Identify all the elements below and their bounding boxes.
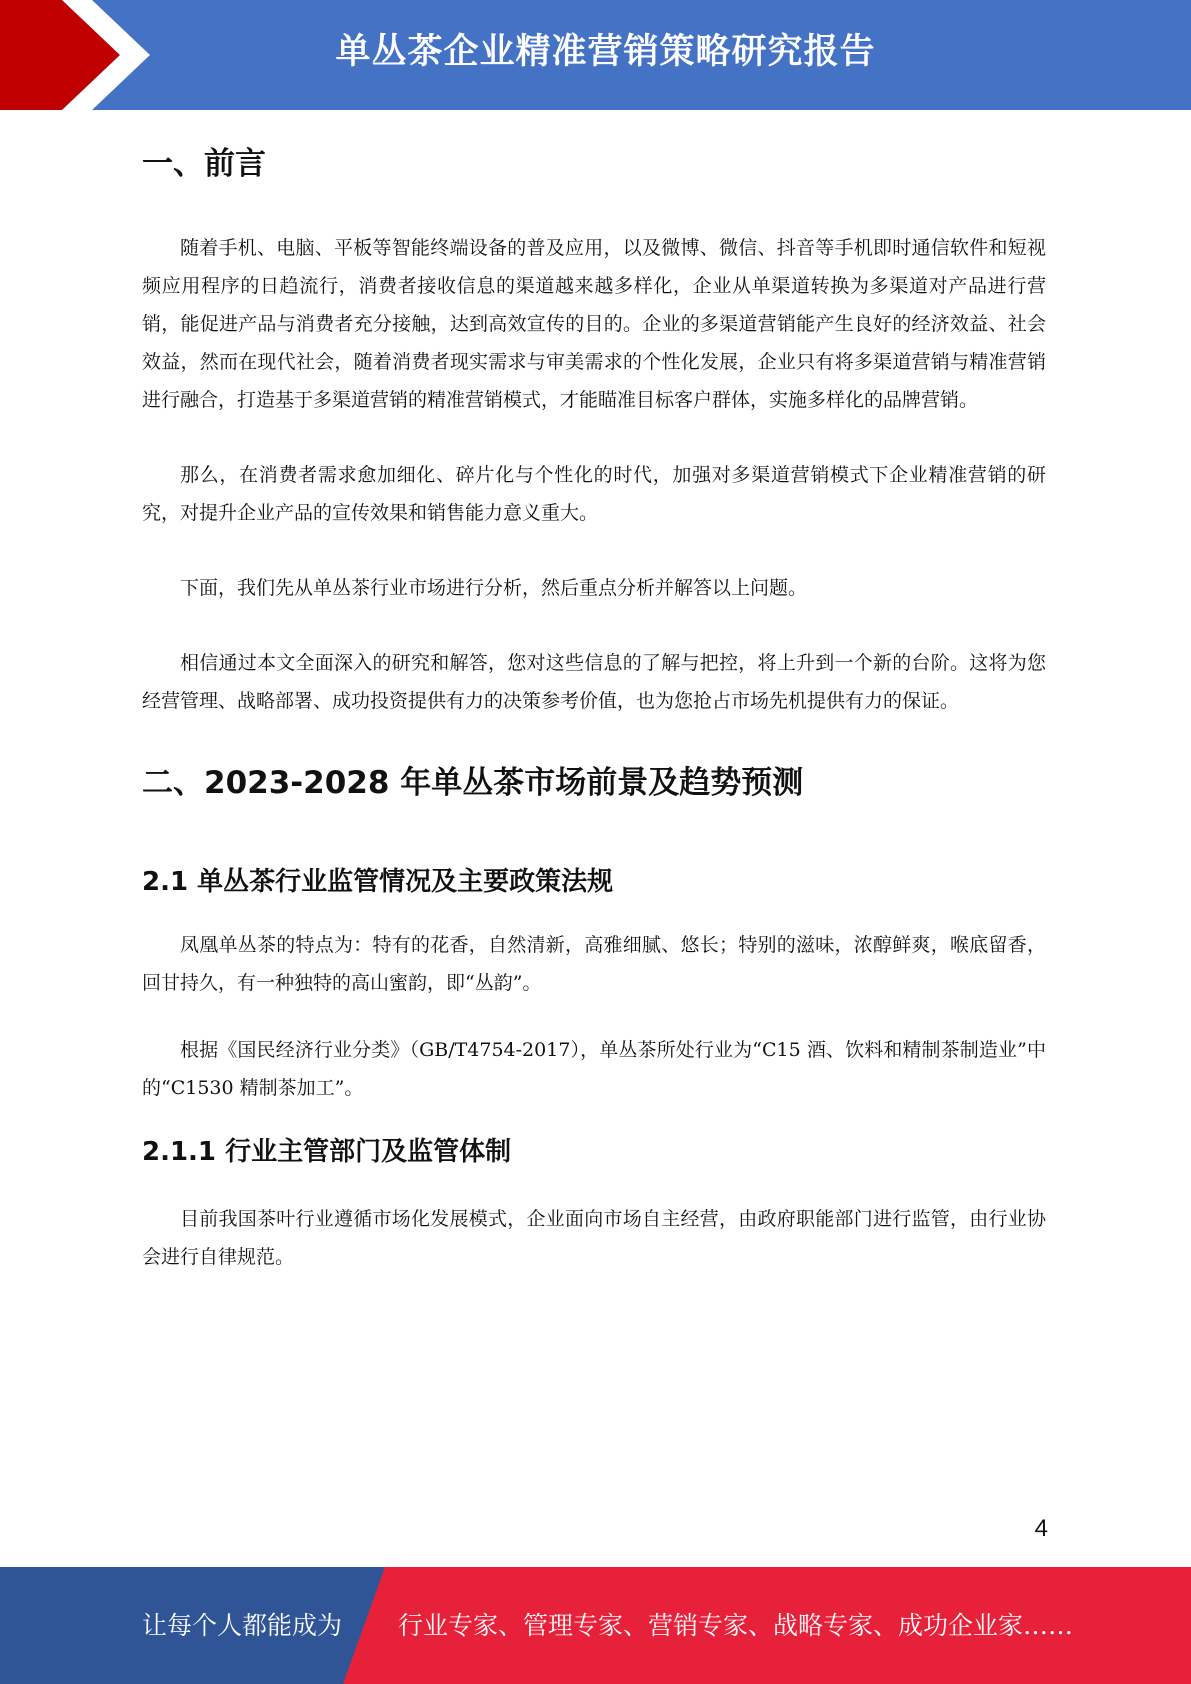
paragraph: 随着手机、电脑、平板等智能终端设备的普及应用，以及微博、微信、抖音等手机即时通信软件和短视频应用程序的日趋流行，消费者接收信息的渠道越来越多样化，企业从单渠道转换为多渠道对产品进行营销，能促进产品与消费者充分接触，达到高效宣传的目的。企业的多渠道营销能产生良好的经济效益、社会效益，然而在现代社会，随着消费者现实需求与审美需求的个性化发展，企业只有将多渠道营销与精准营销进行融合，打造基于多渠道营销的精准营销模式，才能瞄准目标客户群体，实施多样化的品牌营销。	[142, 237, 1046, 411]
page-number: 4	[1034, 1515, 1048, 1542]
section-title-preface: 一、前言	[142, 146, 266, 182]
page-content	[142, 110, 1046, 1276]
footer-slogan-right: 行业专家、管理专家、营销专家、战略专家、成功企业家……	[398, 1611, 1074, 1640]
page-header	[0, 0, 1191, 110]
paragraph: 根据《国民经济行业分类》（GB/T4754-2017），单丛茶所处行业为“C15 酒、饮料和精制茶制造业”中的“C1530 精制茶加工”。	[142, 1039, 1046, 1099]
paragraph: 那么，在消费者需求愈加细化、碎片化与个性化的时代，加强对多渠道营销模式下企业精准营销的研究，对提升企业产品的宣传效果和销售能力意义重大。	[142, 464, 1046, 524]
paragraph: 相信通过本文全面深入的研究和解答，您对这些信息的了解与把控，将上升到一个新的台阶。这将为您经营管理、战略部署、成功投资提供有力的决策参考价值，也为您抢占市场先机提供有力的保证。	[142, 652, 1046, 712]
paragraph: 目前我国茶叶行业遵循市场化发展模式，企业面向市场自主经营，由政府职能部门进行监管，由行业协会进行自律规范。	[142, 1208, 1046, 1268]
paragraph: 下面，我们先从单丛茶行业市场进行分析，然后重点分析并解答以上问题。	[180, 577, 808, 599]
subsection-title-2-1-1: 2.1.1 行业主管部门及监管体制	[142, 1137, 512, 1167]
subsection-title-2-1: 2.1 单丛茶行业监管情况及主要政策法规	[142, 867, 614, 897]
page-footer	[0, 1567, 1191, 1684]
footer-slogan-left: 让每个人都能成为	[142, 1611, 343, 1640]
paragraph: 凤凰单丛茶的特点为：特有的花香，自然清新，高雅细腻、悠长；特别的滋味，浓醇鲜爽，喉底留香，回甘持久，有一种独特的高山蜜韵，即“丛韵”。	[142, 934, 1046, 994]
report-title: 单丛茶企业精准营销策略研究报告	[335, 32, 876, 72]
section-title-forecast: 二、2023-2028 年单丛茶市场前景及趋势预测	[142, 765, 804, 801]
